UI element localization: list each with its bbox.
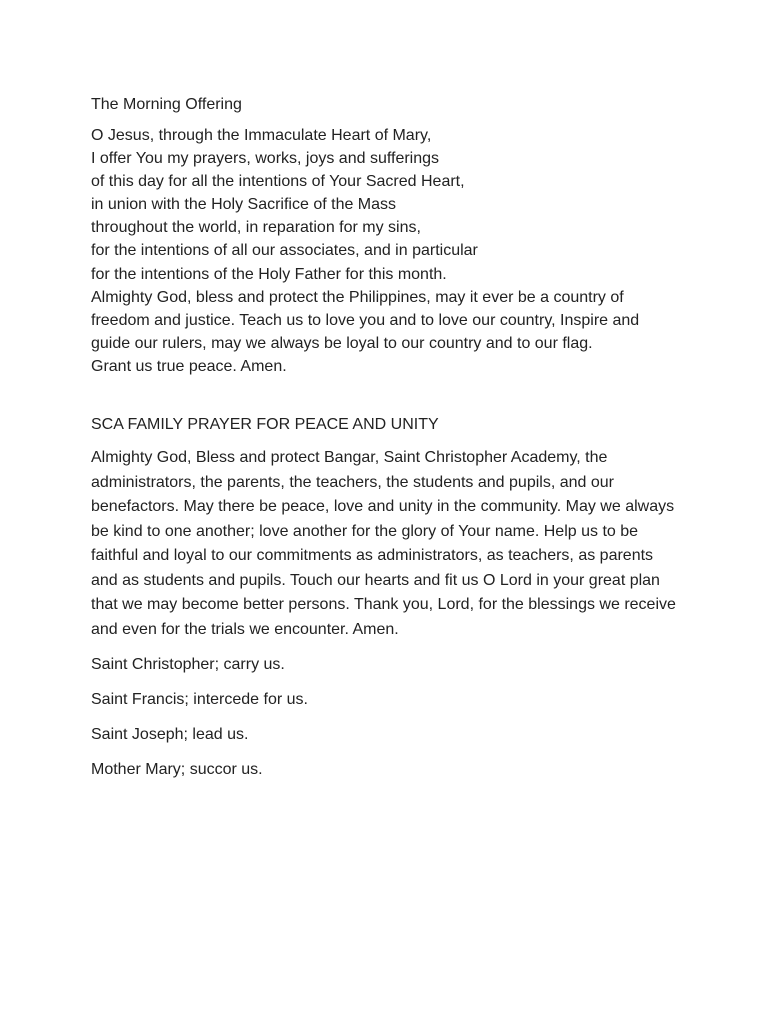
prayer-line: of this day for all the intentions of Your Sacred Heart, — [91, 173, 465, 191]
prayer-line: guide our rulers, may we always be loyal to our country and to our flag. — [91, 334, 593, 352]
invocation-line: Saint Francis; intercede for us. — [91, 691, 308, 709]
prayer-line: I offer You my prayers, works, joys and sufferings — [91, 150, 440, 168]
invocation-line: Saint Joseph; lead us. — [91, 726, 249, 744]
prayer-line: throughout the world, in reparation for my sins, — [91, 219, 421, 237]
family-prayer-title: SCA FAMILY PRAYER FOR PEACE AND UNITY — [91, 416, 439, 434]
invocations-list — [91, 652, 691, 782]
section-spacer — [91, 378, 691, 413]
invocation-line: Mother Mary; succor us. — [91, 761, 263, 779]
prayer-line: Almighty God, bless and protect the Philippines, may it ever be a country of — [91, 288, 624, 306]
morning-offering-text — [91, 124, 691, 378]
prayer-line: in union with the Holy Sacrifice of the Mass — [91, 196, 397, 214]
prayer-line: Grant us true peace. Amen. — [91, 357, 287, 375]
prayer-line: freedom and justice. Teach us to love you and to love our country, Inspire and — [91, 311, 640, 329]
document-page — [91, 93, 691, 782]
prayer-line: O Jesus, through the Immaculate Heart of Mary, — [91, 127, 432, 144]
morning-offering-title: The Morning Offering — [91, 96, 242, 113]
family-prayer-body: Almighty God, Bless and protect Bangar, Saint Christopher Academy, the administrators, the parents, the teachers, the students and pupils, and our benefactors. May there be peace, love and unity in the community. May we always be kind to one another; love another for the glory of Your name. Help us to be faithful and loyal to our commitments as administrators, as teachers, as parents and as students and pupils. Touch our hearts and fit us O Lord in your great plan that we may become better persons. Thank you, Lord, for the blessings we receive and even for the trials we encounter. Amen. — [91, 449, 676, 638]
invocation-line: Saint Christopher; carry us. — [91, 656, 285, 674]
prayer-line: for the intentions of the Holy Father for this month. — [91, 265, 447, 283]
prayer-line: for the intentions of all our associates, and in particular — [91, 242, 478, 260]
